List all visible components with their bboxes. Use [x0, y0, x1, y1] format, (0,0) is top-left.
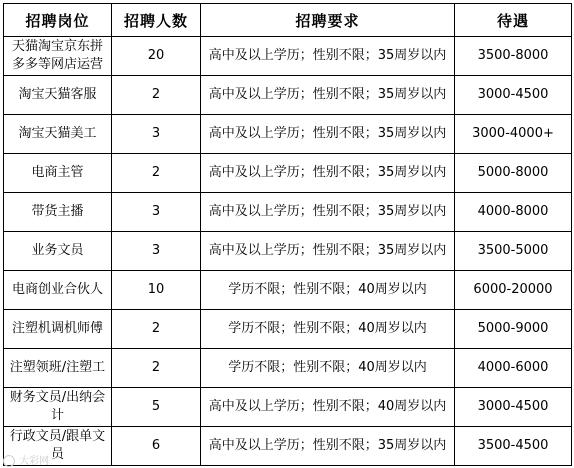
table-row	[4, 115, 572, 154]
table-row	[4, 349, 572, 388]
cell-count: 2	[112, 76, 201, 115]
cell-requirement: 高中及以上学历；性别不限；35周岁以内	[201, 427, 455, 466]
cell-count: 2	[112, 349, 201, 388]
cell-position: 注塑机调机师傅	[4, 310, 112, 349]
table-row	[4, 310, 572, 349]
cell-salary: 3000-4500	[455, 388, 572, 427]
header-row	[4, 4, 572, 37]
cell-salary: 5000-9000	[455, 310, 572, 349]
table-row	[4, 37, 572, 76]
cell-position: 带货主播	[4, 193, 112, 232]
cell-salary: 3500-4500	[455, 427, 572, 466]
cell-requirement: 高中及以上学历；性别不限；35周岁以内	[201, 193, 455, 232]
watermark-text: 大彩网	[19, 456, 50, 467]
cell-salary: 3500-8000	[455, 37, 572, 76]
table-row	[4, 76, 572, 115]
table-row	[4, 388, 572, 427]
cell-count: 5	[112, 388, 201, 427]
header-position: 招聘岗位	[4, 4, 112, 37]
header-salary: 待遇	[455, 4, 572, 37]
table-row	[4, 427, 572, 466]
cell-requirement: 学历不限；性别不限；40周岁以内	[201, 271, 455, 310]
recruitment-table	[3, 3, 572, 466]
watermark	[3, 452, 49, 467]
cell-position: 电商主管	[4, 154, 112, 193]
cell-position: 天猫淘宝京东拼多多等网店运营	[4, 37, 112, 76]
cell-count: 6	[112, 427, 201, 466]
cell-salary: 4000-6000	[455, 349, 572, 388]
cell-requirement: 高中及以上学历；性别不限；35周岁以内	[201, 76, 455, 115]
cell-count: 20	[112, 37, 201, 76]
cell-requirement: 高中及以上学历；性别不限；40周岁以内	[201, 388, 455, 427]
cell-salary: 4000-8000	[455, 193, 572, 232]
table-row	[4, 193, 572, 232]
cell-count: 3	[112, 193, 201, 232]
cell-salary: 3000-4500	[455, 76, 572, 115]
table-row	[4, 232, 572, 271]
cell-requirement: 学历不限；性别不限；40周岁以内	[201, 349, 455, 388]
cell-position: 电商创业合伙人	[4, 271, 112, 310]
header-requirement: 招聘要求	[201, 4, 455, 37]
cell-salary: 3000-4000+	[455, 115, 572, 154]
table-row	[4, 154, 572, 193]
cell-count: 2	[112, 310, 201, 349]
cell-position: 淘宝天猫客服	[4, 76, 112, 115]
cell-requirement: 高中及以上学历；性别不限；35周岁以内	[201, 115, 455, 154]
cell-requirement: 高中及以上学历；性别不限；35周岁以内	[201, 232, 455, 271]
cell-salary: 6000-20000	[455, 271, 572, 310]
cell-requirement: 学历不限；性别不限；40周岁以内	[201, 310, 455, 349]
table-header	[4, 4, 572, 37]
cell-count: 2	[112, 154, 201, 193]
cell-salary: 3500-5000	[455, 232, 572, 271]
cell-position: 注塑领班/注塑工	[4, 349, 112, 388]
cell-count: 10	[112, 271, 201, 310]
cell-position: 行政文员/跟单文员	[4, 427, 112, 466]
cell-position: 业务文员	[4, 232, 112, 271]
cell-count: 3	[112, 115, 201, 154]
cell-requirement: 高中及以上学历；性别不限；35周岁以内	[201, 37, 455, 76]
cell-position: 淘宝天猫美工	[4, 115, 112, 154]
cell-count: 3	[112, 232, 201, 271]
header-count: 招聘人数	[112, 4, 201, 37]
watermark-logo-icon	[3, 455, 15, 467]
table-row	[4, 271, 572, 310]
table-body	[4, 37, 572, 466]
cell-requirement: 高中及以上学历；性别不限；35周岁以内	[201, 154, 455, 193]
cell-salary: 5000-8000	[455, 154, 572, 193]
cell-position: 财务文员/出纳会计	[4, 388, 112, 427]
